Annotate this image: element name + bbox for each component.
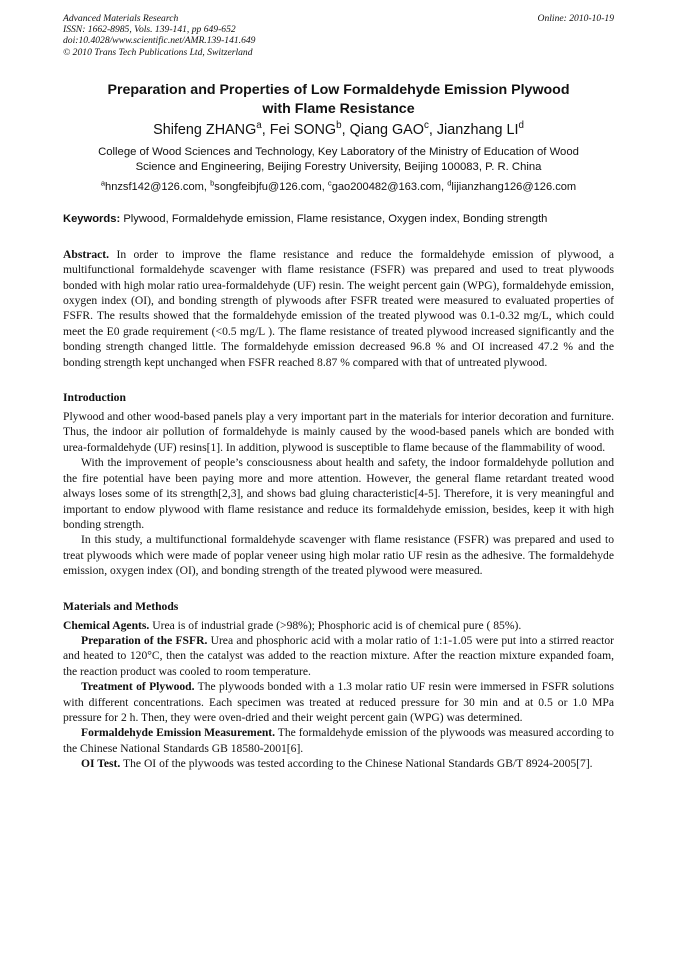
title-line-1: Preparation and Properties of Low Formaldehyde Emission Plywood	[107, 81, 570, 98]
author: Fei SONG$^b$,	[269, 120, 350, 138]
subheading: OI Test.	[81, 757, 121, 771]
keywords-label: Keywords:	[63, 212, 121, 225]
keywords	[63, 212, 614, 227]
subheading: Preparation of the FSFR.	[81, 633, 208, 647]
paper-title	[63, 81, 614, 119]
methods-section	[63, 599, 614, 772]
doi: doi:10.4028/www.scientific.net/AMR.139-141.649	[63, 35, 256, 47]
email: $^b$songfeibjfu@126.com,	[210, 178, 328, 193]
keywords-text: Plywood, Formaldehyde emission, Flame resistance, Oxygen index, Bonding strength	[123, 212, 548, 225]
publication-info	[63, 13, 614, 58]
title-line-2: with Flame Resistance	[262, 100, 415, 117]
issn: ISSN: 1662-8985, Vols. 139-141, pp 649-652	[63, 24, 236, 36]
email-list	[63, 180, 614, 195]
paragraph: In this study, a multifunctional formaldehyde scavenger with flame resistance (FSFR) was prepared and used to treat plywoods which were made of poplar veneer using high molar ratio UF resin as the adhesive. The formaldehyde emission, oxygen index (OI), and bonding strength of the treated plywood were measured.	[63, 533, 614, 578]
paragraph: OI Test. The OI of the plywoods was tested according to the Chinese National Standards GB/T 8924-2005[7].	[81, 757, 593, 771]
paragraph: Chemical Agents. Urea is of industrial grade (>98%); Phosphoric acid is of chemical pure ( 85%).	[63, 618, 522, 632]
affiliation	[63, 145, 614, 175]
paragraph: Formaldehyde Emission Measurement. The formaldehyde emission of the plywoods was measured according to the Chinese National Standards GB 18580-2001[6].	[63, 726, 614, 755]
email: $^d$lijianzhang126@126.com	[447, 178, 577, 193]
abstract-label: Abstract.	[63, 247, 110, 261]
author: Jianzhang $LI^d$	[436, 120, 524, 138]
affiliation-line-2: Science and Engineering, Beijing Forestry University, Beijing 100083, P. R. China	[135, 160, 542, 173]
journal-name: Advanced Materials Research	[63, 13, 179, 24]
online-date: Online: 2010-10-19	[537, 13, 614, 24]
section-heading: Materials and Methods	[63, 599, 179, 613]
subheading: Formaldehyde Emission Measurement.	[81, 726, 276, 740]
author-list	[63, 121, 614, 139]
author: Qiang GAO$^c$,	[349, 120, 437, 138]
introduction-section	[63, 390, 614, 578]
paper-page	[63, 13, 614, 772]
email: $^a$hnzsf142@126.com,	[100, 178, 211, 193]
abstract-text: In order to improve the flame resistance and reduce the formaldehyde emission of plywood, a multifunctional formaldehyde scavenger with flame resistance (FSFR) was prepared and used to treat plywoods bonded with high molar ratio urea-formaldehyde (UF) resin. The weight percent gain (WPG), formaldehyde emission, oxygen index (OI), and bonding strength of plywoods after FSFR treated were measured to evaluated properties of FSFR. The results showed that the formaldehyde emission of the treated plywood was 0.1-0.32 mg/L, which could meet the E0 grade requirement (<0.5 mg/L ). The flame resistance of treated plywood increased significantly and the bonding strength changed little. The formaldehyde emission decreased 96.8 % and OI increased 47.2 % and the bonding strength kept unchanged when FSFR reached 8.87 % compared with that of untreated plywood.	[63, 247, 614, 369]
subheading: Treatment of Plywood.	[81, 680, 195, 694]
paragraph: Plywood and other wood-based panels play a very important part in the materials for interior decoration and furniture. Thus, the indoor air pollution of formaldehyde is mainly caused by the wood-based panels which are bonded with urea-formaldehyde (UF) resins[1]. In addition, plywood is susceptible to flame because of the flammability of wood.	[63, 410, 614, 454]
copyright: © 2010 Trans Tech Publications Ltd, Switzerland	[63, 46, 253, 58]
paragraph: Preparation of the FSFR. Urea and phosphoric acid with a molar ratio of 1:1-1.05 were put into a stirred reactor and heated to 120°C, then the catalyst was added to the reaction mixture. After the reaction mixture expanded foam, the reaction product was cooled to room temperature.	[63, 633, 614, 678]
affiliation-line-1: College of Wood Sciences and Technology, Key Laboratory of the Ministry of Education of Wood	[98, 145, 579, 158]
abstract	[63, 247, 614, 370]
author: Shifeng ZHANG$^a$,	[153, 120, 270, 138]
paragraph: Treatment of Plywood. The plywoods bonded with a 1.3 molar ratio UF resin were immersed in FSFR solutions with different concentrations. Each specimen was treated at reduced pressure for 30 min and at 0.5 or 1.0 MPa pressure for 2 h. Then, they were oven-dried and their weight percent gain (WPG) was determined.	[63, 680, 614, 724]
subheading: Chemical Agents.	[63, 618, 150, 632]
journal-header	[63, 13, 614, 58]
section-heading: Introduction	[63, 391, 126, 405]
paragraph: With the improvement of people’s consciousness about health and safety, the indoor formaldehyde pollution and the fire potential have been paying more and more attention. However, the general flame retardant treated wood always loses some of its strength[2,3], and shows bad gluing characteristic[4-5]. Therefore, it is very meaningful and important to endow plywood with flame resistance and reduce its formaldehyde emission, besides, keep it with high bonding strength.	[63, 456, 614, 531]
email: $^c$gao200482@163.com,	[327, 178, 448, 193]
